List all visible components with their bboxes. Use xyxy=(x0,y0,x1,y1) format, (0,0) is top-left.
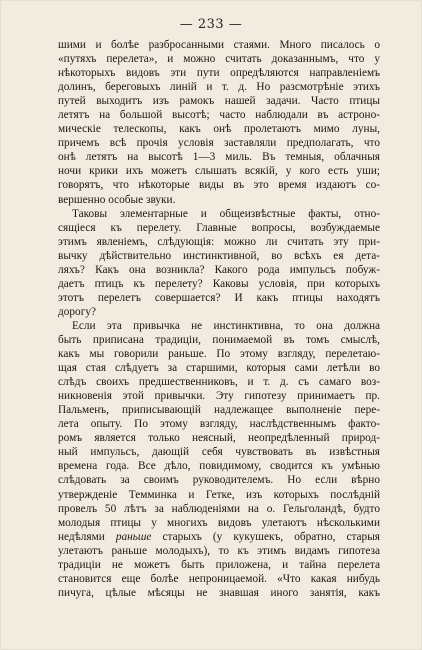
text-line: мическіе телескопы, какъ онѣ пролетаютъ мимо луны, xyxy=(58,123,380,136)
text-line: онѣ летятъ на высотѣ 1—3 миль. Въ темныя, облачныя xyxy=(58,151,380,164)
text-line: слѣдовать за своимъ руководителемъ. Но если вѣрно xyxy=(58,474,380,487)
text-line: вычку дѣйствительно инстинктивной, во всѣхъ ея дета- xyxy=(58,249,380,262)
text-line: быть приписана традиціи, понимаемой въ томъ смыслѣ, xyxy=(58,333,380,346)
text-line: летятъ на большой высотѣ; часто наблюдали въ астроно- xyxy=(58,109,380,122)
text-line: Пальменъ, приписывающій надлежащее выполненіе пере- xyxy=(58,404,380,417)
text-line: причемъ всѣ прочія условія заставляли предполагать, что xyxy=(58,137,380,150)
text-line: ный импульсъ, дающій себя чувствовать въ извѣстныя xyxy=(58,446,380,459)
text-line: дорогу? xyxy=(58,305,96,318)
text-line: долинъ, береговыхъ линій и т. д. Но разсмотрѣніе этихъ xyxy=(58,81,380,94)
text-line: пичуга, цѣлые мѣсяцы не знавшая иного занятія, какъ xyxy=(58,586,380,599)
text-line: Если эта привычка не инстинктивна, то она должна xyxy=(72,319,380,332)
text-line: вершенно особые звуки. xyxy=(58,193,176,206)
text-line: «путяхъ перелета», и можно считать доказаннымъ, что у xyxy=(58,53,380,66)
text-line: какъ мы говорили раньше. По этому взгляду, перелетаю- xyxy=(58,348,380,361)
text-line: ночи крики ихъ можетъ слышать всякій, у кого есть уши; xyxy=(58,165,380,178)
text-line: этимъ явленіемъ, слѣдующія: можно ли считать эту при- xyxy=(58,235,380,248)
text-line: времена года. Все дѣло, повидимому, сводится къ умѣнью xyxy=(58,460,380,473)
text-line: щая стая слѣдуетъ за старшими, которыя сами летѣли во xyxy=(58,362,380,375)
text-line: недѣлями раньше старыхъ (у кукушекъ, обратно, старыя xyxy=(58,530,380,543)
text-line: этотъ перелетъ совершается? И какъ птицы находятъ xyxy=(58,291,380,304)
page-number: — 233 — xyxy=(179,17,243,32)
text-line: утвержденіе Темминка и Гетке, изъ которыхъ послѣдній xyxy=(58,488,380,501)
text-line: нѣкоторыхъ видовъ эти пути опредѣляются направленіемъ xyxy=(58,67,380,80)
text-line: ляхъ? Какъ она возникла? Какого рода импульсъ побуж- xyxy=(58,263,380,276)
body-text xyxy=(58,38,380,600)
text-line: Таковы элементарные и общеизвѣстные факты, отно- xyxy=(72,207,380,220)
emphasized-word: раньше xyxy=(115,530,152,543)
text-line: слѣдъ своихъ предшественниковъ, и т. д. съ самаго воз- xyxy=(58,376,380,389)
text-line: становится еще болѣе непроницаемой. «Что какая нибудь xyxy=(58,572,380,585)
text-line: молодыя птицы у многихъ видовъ улетаютъ нѣсколькими xyxy=(58,516,380,529)
text-line: лета опыту. По этому взгляду, наслѣдственнымъ факто- xyxy=(58,418,380,431)
text-line: даетъ птицъ къ перелету? Каковы условія, при которыхъ xyxy=(58,277,380,290)
text-line: говорятъ, что нѣкоторые виды въ это время издаютъ со- xyxy=(58,179,380,192)
text-line: улетаютъ раньше молодыхъ), то къ этимъ видамъ гипотеза xyxy=(58,544,380,557)
text-line: провелъ 50 лѣтъ за наблюденіями на о. Гельголандѣ, будто xyxy=(58,502,380,515)
text-line: никновенія этой привычки. Эту гипотезу принимаетъ пр. xyxy=(58,390,380,403)
text-line: традиціи не можетъ быть приложена, и тайна перелета xyxy=(58,558,380,571)
text-line: шими и болѣе разбросанными стаями. Много писалось о xyxy=(58,39,380,51)
text-line: путей выходитъ изъ рамокъ нашей задачи. Часто птицы xyxy=(58,95,380,108)
text-line: ромъ является только неясный, неопредѣленный природ- xyxy=(58,432,380,445)
text-line: сящіеся къ перелету. Главные вопросы, возбуждаемые xyxy=(58,221,380,234)
